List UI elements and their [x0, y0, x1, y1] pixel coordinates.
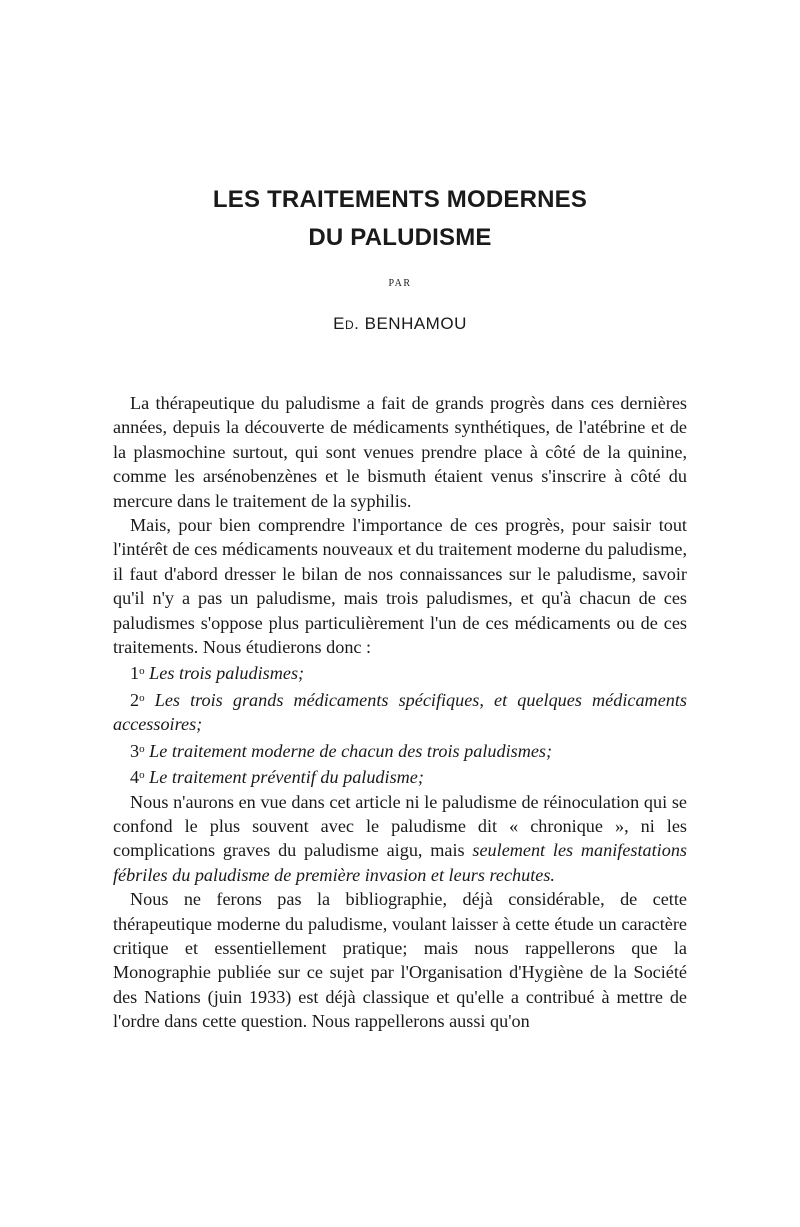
- paragraph-2: Mais, pour bien comprendre l'importance de ces progrès, pour saisir tout l'intérêt de ces médicaments nouveaux et du traitement moderne du paludisme, il faut d'abord dresser le bilan de nos connaissances sur le paludisme, savoir qu'il n'y a pas un paludisme, mais trois paludismes, et qu'à chacun de ces paludismes s'oppose plus particulièrement l'un de ces médicaments ou de ces traitements. Nous étudierons donc :: [113, 515, 687, 658]
- ordinal-mark: o: [139, 769, 145, 782]
- ordinal-mark: o: [139, 742, 145, 755]
- article-title-line-1: LES TRAITEMENTS MODERNES: [212, 186, 588, 213]
- list-item-3-text: Le traitement moderne de chacun des trois paludismes;: [149, 740, 553, 761]
- paragraph-4: Nous ne ferons pas la bibliographie, déjà considérable, de cette thérapeutique moderne du paludisme, voulant laisser à cette étude un caractère critique et essentiellement pratique; mais nous rappellerons que la Monographie publiée sur ce sujet par l'Organisation d'Hygiène de la Société des Nations (juin 1933) est déjà classique et qu'elle a contribué à mettre de l'ordre dans cette question. Nous rappellerons aussi qu'on: [113, 889, 687, 1032]
- article-title-line-2: DU PALUDISME: [308, 224, 492, 251]
- paragraph-1: La thérapeutique du paludisme a fait de grands progrès dans ces dernières années, depuis la découverte de médicaments synthétiques, de l'atébrine et de la plasmochine surtout, qui sont venues prendre place à côté de la quinine, comme les arsénobenzènes et le bismuth étaient venus s'inscrire à côté du mercure dans le traitement de la syphilis.: [113, 393, 687, 511]
- list-item-4-text: Le traitement préventif du paludisme;: [149, 767, 424, 788]
- author-name: BENHAMOU: [364, 314, 467, 333]
- list-item-4-number: 4: [130, 767, 140, 788]
- list-item-2-number: 2: [130, 689, 140, 710]
- list-item-1-number: 1: [130, 663, 140, 684]
- paragraph-3-text: Nous n'aurons en vue dans cet article ni le paludisme de réinoculation qui se confond le plus souvent avec le paludisme dit « chronique », ni les complications graves du paludisme aigu, mais: [113, 791, 687, 861]
- list-item-2-text: Les trois grands médicaments spécifiques, et quelques médicaments accessoires;: [113, 689, 687, 735]
- author-line: [0, 314, 800, 334]
- paragraph-3-italic: seulement les manifestations fébriles du paludisme de première invasion et leurs rechutes.: [113, 840, 687, 885]
- list-item-1-text: Les trois paludismes;: [149, 663, 305, 684]
- list-item-4: [113, 763, 687, 789]
- list-item-3: [113, 737, 687, 763]
- author-prefix: Ed.: [333, 314, 360, 333]
- article-body: [113, 391, 687, 1034]
- list-item-1: [113, 659, 687, 685]
- paragraph-3: [113, 790, 687, 888]
- ordinal-mark: o: [139, 665, 145, 678]
- byline-par: PAR: [388, 278, 412, 289]
- list-item-2: [113, 686, 687, 737]
- list-item-3-number: 3: [130, 740, 140, 761]
- ordinal-mark: o: [139, 691, 145, 704]
